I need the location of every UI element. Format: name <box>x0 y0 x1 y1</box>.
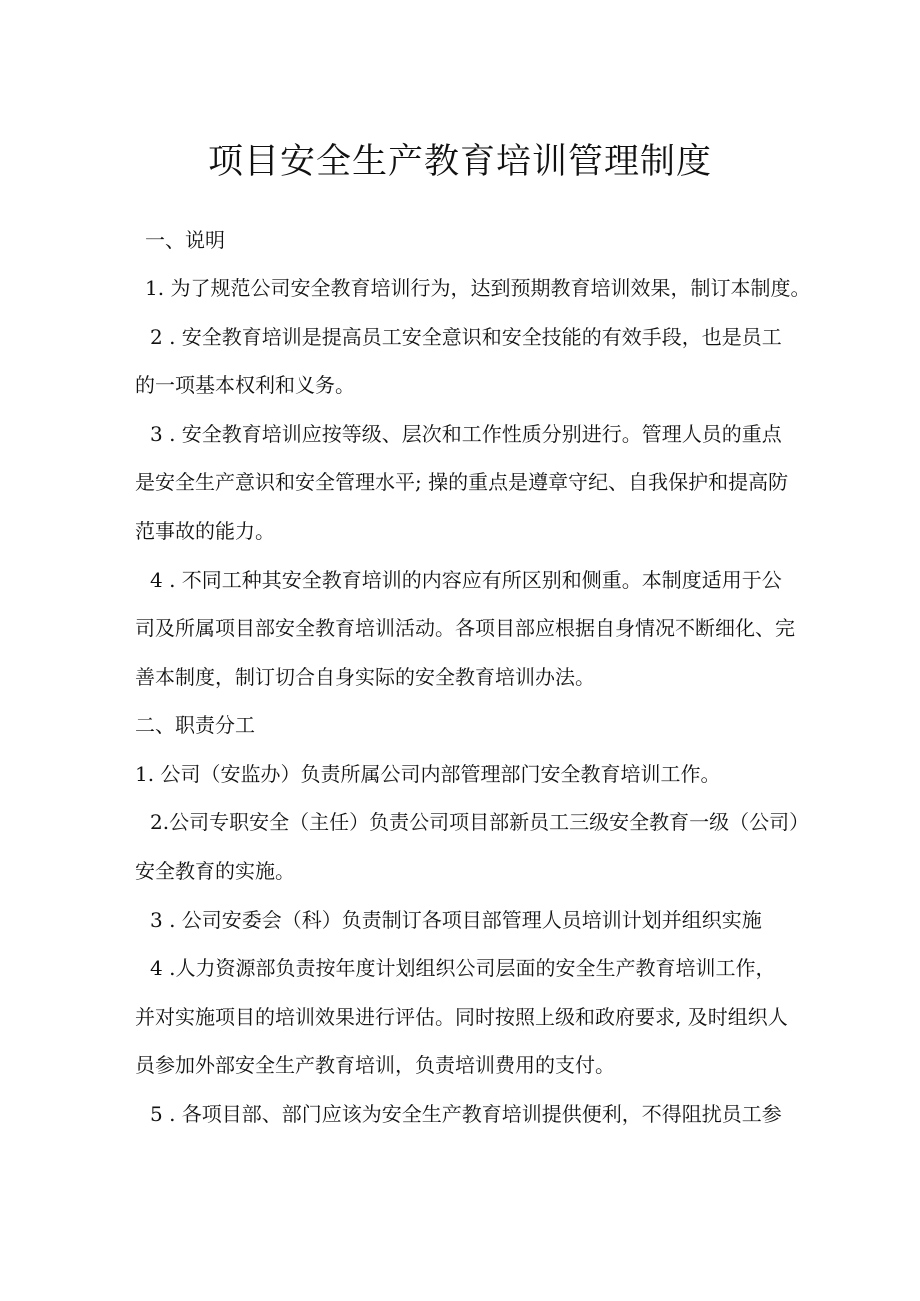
section-heading-2: 二、职责分工 <box>135 713 255 737</box>
paragraph-line: 的一项基本权利和义务。 <box>135 373 355 397</box>
paragraph-line: 3 . 公司安委会（科）负责制订各项目部管理人员培训计划并组织实施 <box>150 908 762 932</box>
paragraph-line: 1. 为了规范公司安全教育培训行为，达到预期教育培训效果，制订本制度。 <box>145 276 811 300</box>
paragraph-line: 2 . 安全教育培训是提高员工安全意识和安全技能的有效手段，也是员工 <box>150 325 782 349</box>
paragraph-line: 并对实施项目的培训效果进行评估。同时按照上级和政府要求, 及时组织人 <box>135 1005 788 1029</box>
paragraph-line: 5 . 各项目部、部门应该为安全生产教育培训提供便利，不得阻扰员工参 <box>150 1102 782 1126</box>
paragraph-line: 2.公司专职安全（主任）负责公司项目部新员工三级安全教育一级（公司） <box>150 810 810 834</box>
paragraph-line: 3 . 安全教育培训应按等级、层次和工作性质分别进行。管理人员的重点 <box>150 422 782 446</box>
paragraph-line: 4 . 不同工种其安全教育培训的内容应有所区别和侧重。本制度适用于公 <box>150 568 782 592</box>
paragraph-line: 范事故的能力。 <box>135 519 275 543</box>
paragraph-line: 是安全生产意识和安全管理水平; 操的重点是遵章守纪、自我保护和提高防 <box>135 470 789 494</box>
paragraph-line: 员参加外部安全生产教育培训，负责培训费用的支付。 <box>135 1053 615 1077</box>
document-title: 项目安全生产教育培训管理制度 <box>207 142 712 182</box>
paragraph-line: 司及所属项目部安全教育培训活动。各项目部应根据自身情况不断细化、完 <box>135 616 795 640</box>
paragraph-line: 1. 公司（安监办）负责所属公司内部管理部门安全教育培训工作。 <box>135 762 721 786</box>
section-heading-1: 一、说明 <box>145 228 225 252</box>
paragraph-line: 安全教育的实施。 <box>135 859 295 883</box>
paragraph-line: 4 .人力资源部负责按年度计划组织公司层面的安全生产教育培训工作， <box>150 956 776 980</box>
paragraph-line: 善本制度，制订切合自身实际的安全教育培训办法。 <box>135 665 595 689</box>
